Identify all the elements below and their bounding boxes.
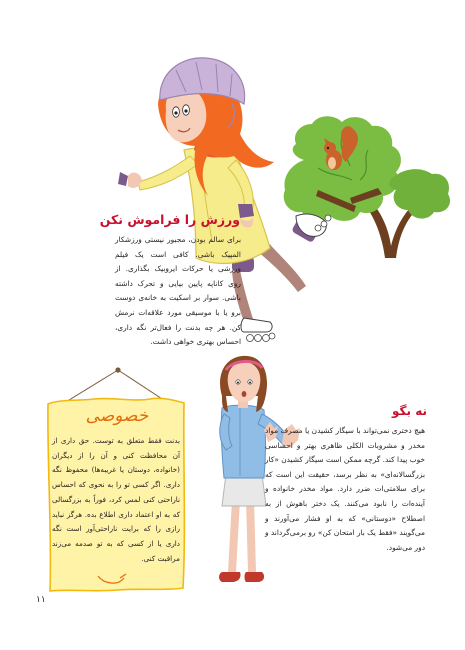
say-no-heading: نه بگو bbox=[392, 404, 427, 418]
exercise-heading: ورزش را فراموش نکن bbox=[99, 212, 240, 227]
private-card-title: خصوصی bbox=[85, 406, 149, 426]
page-number: ۱۱ bbox=[36, 595, 46, 605]
private-card-paragraph: بدنت فقط متعلق به توست. حق داری از آن محافظت کنی و آن را از دیگران (خانواده، دوستان یا غریبه‌ها) محفوظ نگه داری. اگر کسی تو را به نحوی که احساس ناراحتی کنی لمس کرد، فوراً به بزرگسالی که به او اعتماد داری اطلاع بده. هرگز نباید رازی را که برایت ناراحتی‌آور است نگه داری یا از کسی که به تو صدمه می‌زند مراقبت کنی. bbox=[52, 436, 180, 563]
exercise-paragraph: برای سالم بودن، مجبور نیستی ورزشکار المپیک باشی. کافی است یک فیلم ورزشی یا حرکات ایروبیک بگذاری. از روی کاناپه پایین بیایی و تحرک داشته باشی. سوار بر اسکیت به خانه‌ی دوست برو یا با موسیقی مورد علاقه‌ات نرمش کن. هر چه بدنت را فعال‌تر نگه داری، احساس بهتری خواهی داشت. bbox=[115, 235, 241, 347]
say-no-paragraph: هیچ دختری نمی‌تواند با سیگار کشیدن یا مصرف مواد مخدر و مشروبات الکلی ظاهری بهتر و احساسی خوب پیدا کند. گرچه ممکن است سیگار کشیدن «کار بزرگسالانه‌ای» به نظر برسد، حقیقت این است که برای سلامتی‌ات ضرر دارد. مواد مخدر خانواده و آینده‌ات را نابود می‌کنند. یک دختر باهوش از به اصطلاح «دوستانی» که به او فشار می‌آورند و می‌گویند «فقط یک بار امتحان کن» رو برمی‌گرداند و دور می‌شود. bbox=[265, 426, 425, 552]
